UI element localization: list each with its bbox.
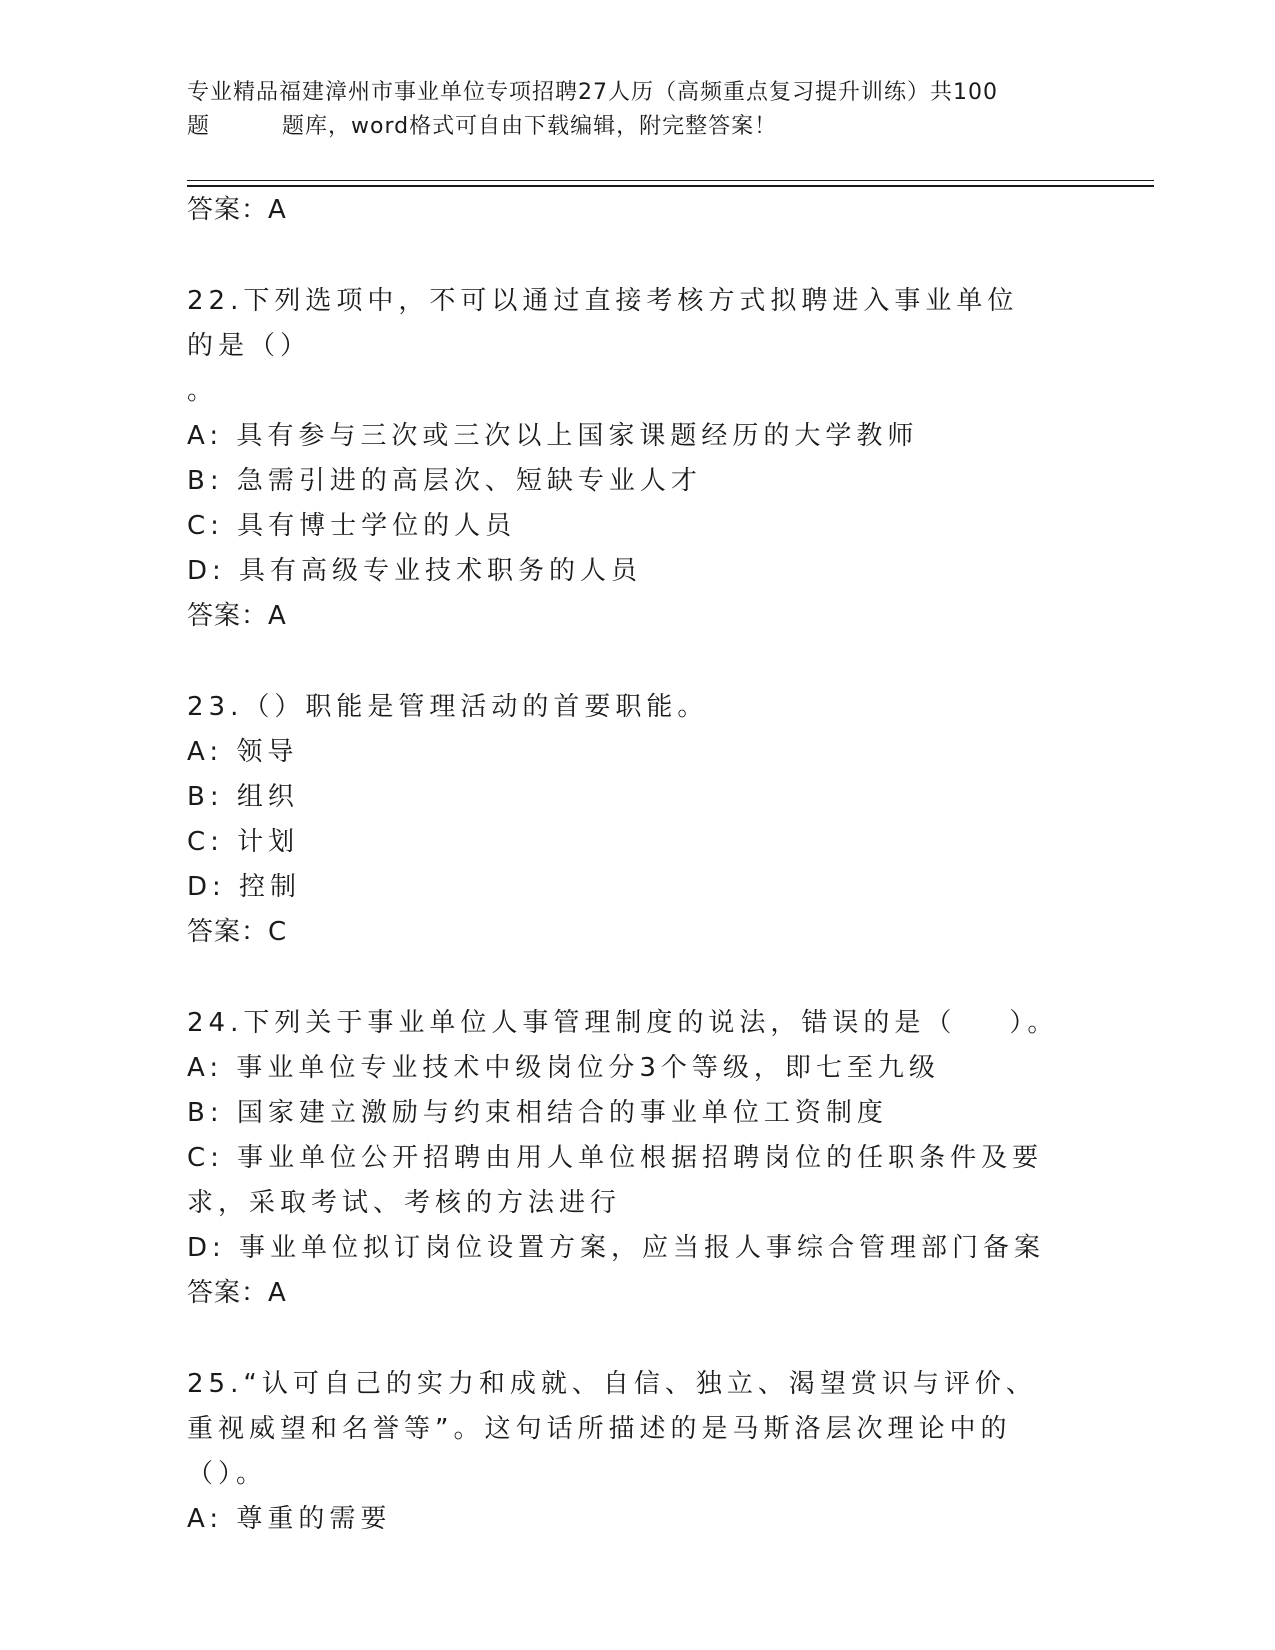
option-b: B: 急需引进的高层次、短缺专业人才 [187,466,702,496]
option-b: B: 国家建立激励与约束相结合的事业单位工资制度 [187,1098,888,1128]
question-24 [187,1001,1087,1316]
option-a: A: 领导 [187,737,299,767]
header-line-1: 专业精品福建漳州市事业单位专项招聘27人历（高频重点复习提升训练）共100 [187,80,998,105]
header-rule-thick [187,185,1154,187]
option-d: D: 具有高级专业技术职务的人员 [187,556,643,586]
header-line-2 [187,110,1087,144]
answer-q21: 答案：A [187,195,287,225]
header-line-2-head: 题 [187,114,211,139]
option-c: C: 计划 [187,827,300,857]
question-list [187,188,1087,1542]
option-d: D: 控制 [187,872,302,902]
question-text: 22.下列选项中，不可以通过直接考核方式拟聘进入事业单位的是（） 。 [187,286,1019,406]
answer: 答案：A [187,601,287,631]
question-text: 23.（）职能是管理活动的首要职能。 [187,692,709,722]
option-c: C: 事业单位公开招聘由用人单位根据招聘岗位的任职条件及要求，采取考试、考核的方法进行 [187,1143,1044,1218]
option-b: B: 组织 [187,782,299,812]
option-d: D: 事业单位拟订岗位设置方案，应当报人事综合管理部门备案 [187,1233,1046,1263]
answer: 答案：C [187,917,288,947]
header-line-2-tail: 题库，word格式可自由下载编辑，附完整答案！ [282,114,778,139]
option-c: C: 具有博士学位的人员 [187,511,517,541]
answer: 答案：A [187,1278,287,1308]
question-text: 25.“认可自己的实力和成就、自信、独立、渴望赏识与评价、重视威望和名誉等”。这句话所描述的是马斯洛层次理论中的（）。 [187,1369,1037,1489]
page-header [187,76,1087,144]
question-22 [187,279,1087,639]
question-text: 24.下列关于事业单位人事管理制度的说法，错误的是（ ）。 [187,1008,1059,1038]
option-a: A: 具有参与三次或三次以上国家课题经历的大学教师 [187,421,919,451]
option-a: A: 事业单位专业技术中级岗位分3个等级，即七至九级 [187,1053,940,1083]
header-rule-thin [187,180,1154,181]
question-25 [187,1362,1087,1542]
question-23 [187,685,1087,955]
option-a: A: 尊重的需要 [187,1504,392,1534]
